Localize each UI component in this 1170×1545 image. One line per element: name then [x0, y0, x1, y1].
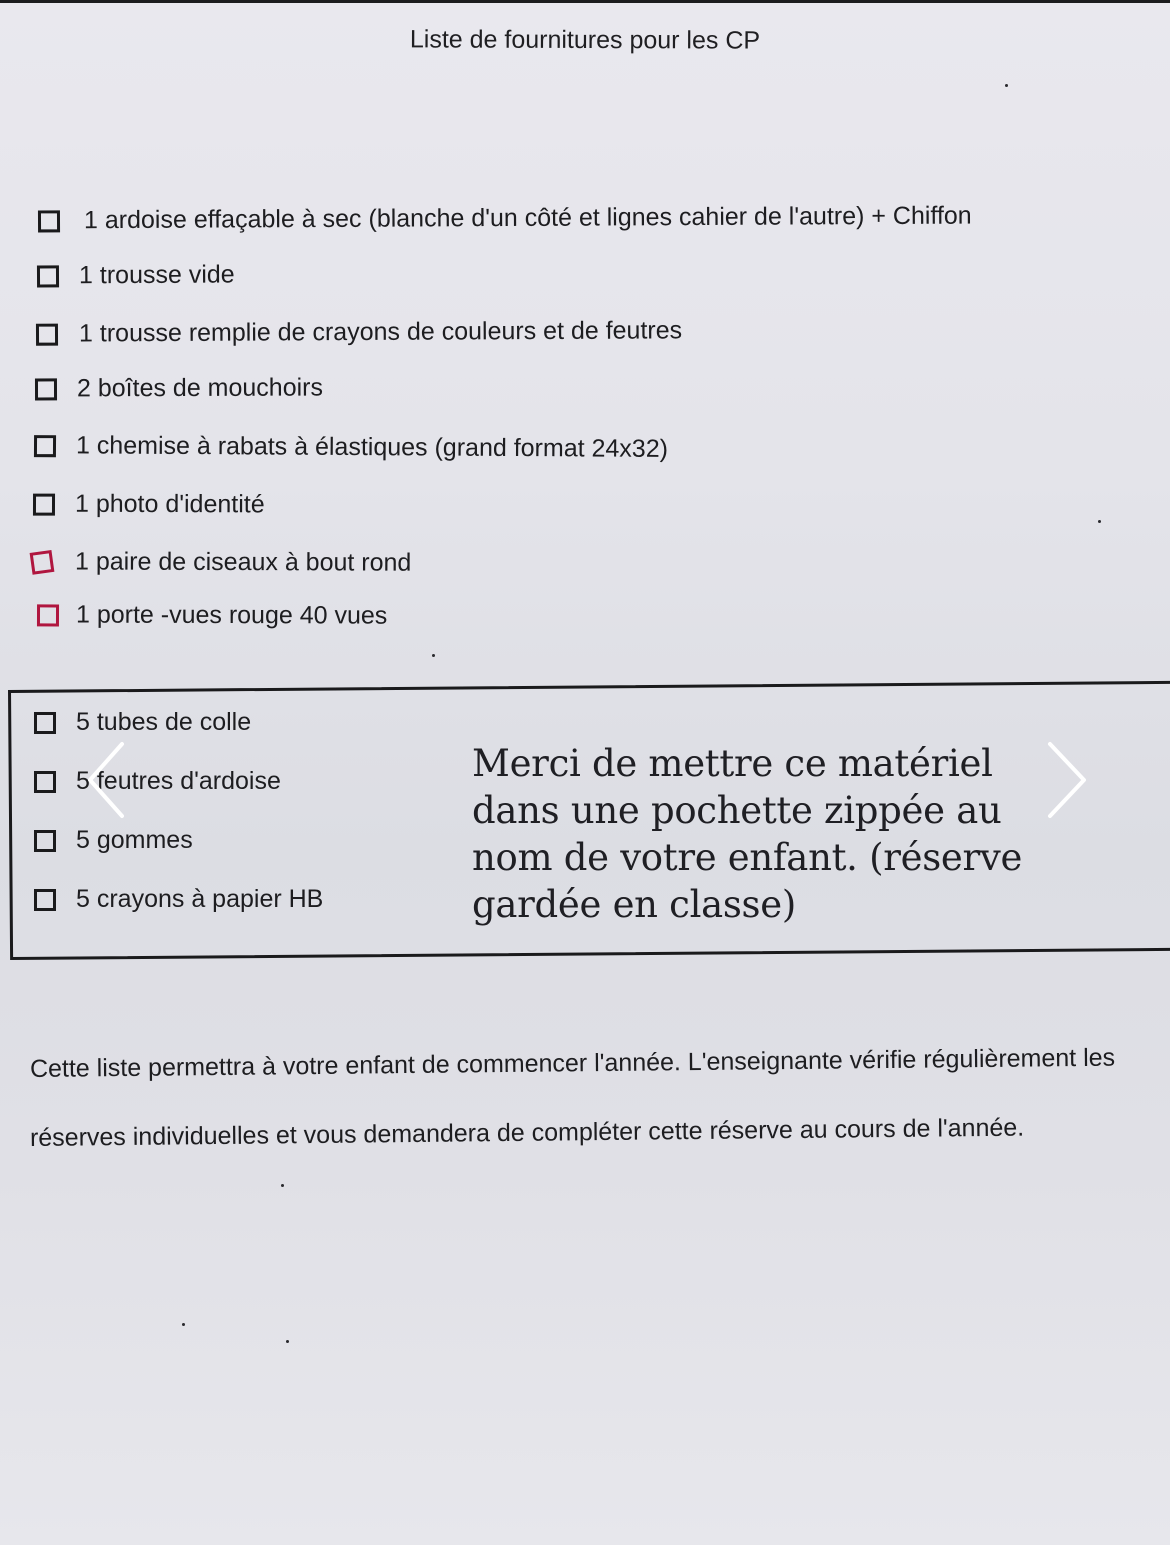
checkbox-icon: [38, 210, 60, 232]
chevron-left-icon: [82, 740, 142, 820]
list-item-label: 1 trousse remplie de crayons de couleurs et de feutres: [78, 316, 683, 348]
paper-speck: [1005, 84, 1008, 87]
checkbox-icon: [35, 378, 57, 400]
checkbox-icon: [34, 771, 56, 793]
checkbox-icon: [33, 493, 55, 515]
checkbox-icon: [37, 265, 59, 287]
list-item: [36, 316, 682, 348]
list-item-label: 1 trousse vide: [78, 260, 235, 290]
list-item-label: 1 chemise à rabats à élastiques (grand format 24x32): [75, 431, 669, 463]
checkbox-icon: [34, 889, 56, 911]
checked-checkbox-icon: [37, 604, 59, 626]
list-item-label: 2 boîtes de mouchoirs: [76, 373, 324, 403]
list-item: [37, 260, 235, 290]
list-item-label: 5 gommes: [76, 826, 193, 854]
reserve-note-line: nom de votre enfant. (réserve: [472, 836, 1023, 879]
paper-speck: [182, 1323, 185, 1326]
list-item: [35, 373, 323, 403]
list-item-label: 1 ardoise effaçable à sec (blanche d'un côté et lignes cahier de l'autre) + Chiffon: [83, 201, 972, 235]
list-item: [34, 431, 668, 464]
list-item-label: 5 tubes de colle: [76, 708, 252, 736]
reserve-note-line: dans une pochette zippée au: [472, 789, 1002, 832]
page-title: Liste de fournitures pour les CP: [409, 25, 761, 55]
reserve-note-line: gardée en classe): [472, 883, 796, 926]
checkbox-icon: [36, 323, 58, 345]
chevron-right-icon: [1040, 740, 1100, 820]
reserve-note: [472, 740, 1032, 928]
reserve-note-line: Merci de mettre ce matériel: [472, 742, 993, 785]
footer-text-line: Cette liste permettra à votre enfant de commencer l'année. L'enseignante vérifie régulièrement les: [29, 1043, 1116, 1083]
reserve-list-item: [34, 885, 323, 914]
paper-speck: [281, 1184, 284, 1187]
checkbox-icon: [34, 830, 56, 852]
checkbox-icon: [34, 435, 56, 457]
reserve-list-item: [34, 826, 193, 855]
paper-speck: [1098, 520, 1101, 523]
checked-checkbox-icon: [30, 549, 55, 574]
list-item: [38, 202, 972, 236]
page-top-edge: [0, 0, 1170, 3]
reserve-list-item: [34, 708, 251, 737]
list-item-label: 5 crayons à papier HB: [76, 885, 324, 913]
checkbox-icon: [34, 712, 56, 734]
list-item: [33, 490, 265, 520]
list-item-label: 1 porte -vues rouge 40 vues: [75, 600, 388, 630]
list-item: [31, 547, 411, 577]
list-item-label: 1 photo d'identité: [74, 489, 265, 519]
reserve-list-item: [34, 767, 281, 796]
list-item-label: 5 feutres d'ardoise: [76, 767, 281, 795]
footer-text-line: réserves individuelles et vous demandera de compléter cette réserve au cours de l'année.: [29, 1113, 1025, 1152]
list-item: [37, 600, 387, 630]
list-item-label: 1 paire de ciseaux à bout rond: [74, 547, 412, 577]
next-image-button[interactable]: [1040, 740, 1100, 820]
previous-image-button[interactable]: [82, 740, 142, 820]
paper-speck: [432, 654, 435, 657]
paper-speck: [286, 1340, 289, 1343]
